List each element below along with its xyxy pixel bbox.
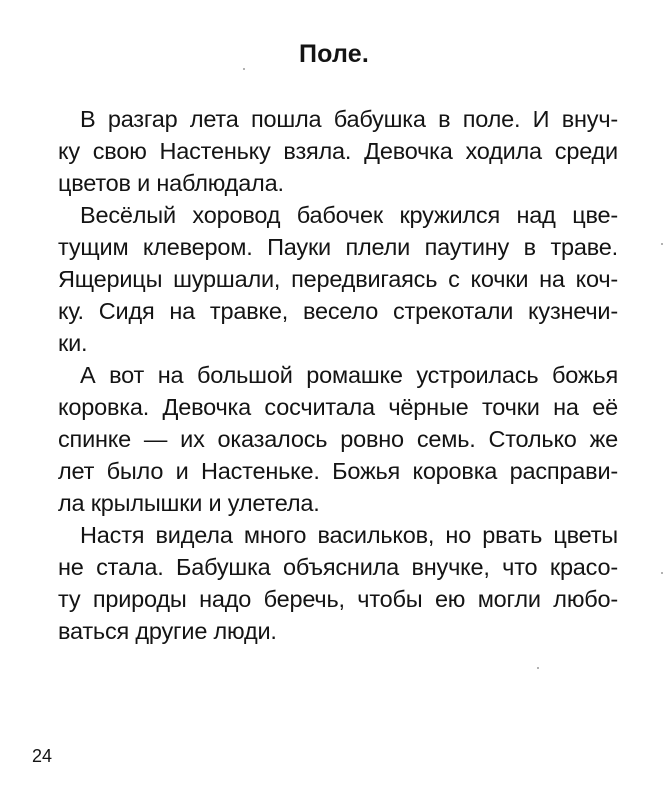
text-line: лет было и Настеньке. Божья коровка расправи- [58,458,618,484]
text-line: Весёлый хоровод бабочек кружился над цве- [80,202,618,228]
text-line: В разгар лета пошла бабушка в поле. И внуч- [80,106,618,132]
paragraph-3 [58,359,618,519]
scan-speck [537,667,539,669]
text-line: ваться другие люди. [58,618,277,644]
page-number: 24 [32,746,53,766]
text-line: спинке — их оказалось ровно семь. Столько же [58,426,618,452]
text-line: коровка. Девочка сосчитала чёрные точки на её [58,394,618,420]
text-line: Ящерицы шуршали, передвигаясь с кочки на коч- [58,266,618,292]
text-line: цветов и наблюдала. [58,170,284,196]
text-line: А вот на большой ромашке устроилась божья [80,362,618,388]
text-line: не стала. Бабушка объяснила внучке, что красо- [58,554,618,580]
story-text [58,103,618,647]
text-line: тущим клевером. Пауки плели паутину в траве. [58,234,618,260]
paragraph-1 [58,103,618,199]
paragraph-4 [58,519,618,647]
text-line: ки. [58,330,88,356]
paragraph-2 [58,199,618,359]
page-title: Поле. [298,40,370,68]
text-line: ку свою Настеньку взяла. Девочка ходила среди [58,138,618,164]
scan-speck [661,572,663,574]
text-line: ку. Сидя на травке, весело стрекотали кузнечи- [58,298,618,324]
scan-speck [243,68,245,70]
scan-speck [661,243,663,245]
text-line: ла крылышки и улетела. [58,490,320,516]
text-line: Настя видела много васильков, но рвать цветы [80,522,618,548]
text-line: ту природы надо беречь, чтобы ею могли любо- [58,586,618,612]
